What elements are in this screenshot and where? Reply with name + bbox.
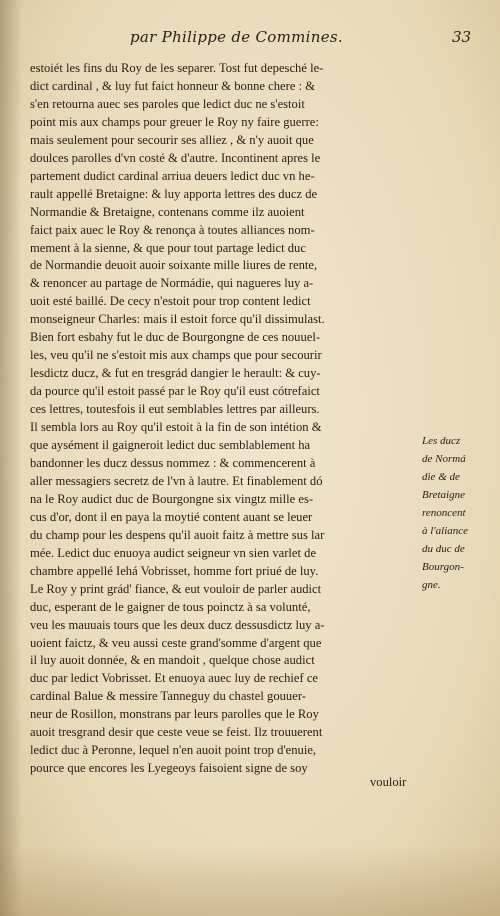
text-line: veu les mauuais tours que les deux ducz dessusdictz luy a- bbox=[30, 617, 325, 632]
text-line: que aysément il gaigneroit ledict duc semblablement ha bbox=[30, 438, 311, 453]
text-line: uoient faictz, & veu aussi ceste grand'somme d'argent que bbox=[30, 635, 322, 650]
text-line: na le Roy audict duc de Bourgongne six vingtz mille es- bbox=[30, 491, 314, 506]
text-line: point mis aux champs pour greuer le Roy ny faire guerre: bbox=[30, 114, 319, 129]
gutter-shadow bbox=[0, 0, 22, 916]
text-line: neur de Rosillon, monstrans par leurs parolles que le Roy bbox=[30, 707, 319, 722]
text-line: pource que encores les Lyegeoys faisoient signe de soy bbox=[30, 761, 308, 776]
text-line: & renoncer au partage de Normádie, qui nagueres luy a- bbox=[30, 276, 314, 291]
running-title: par Philippe de Commines. bbox=[130, 28, 343, 46]
marginal-note-line: de Normá bbox=[422, 453, 466, 465]
text-line: Il sembla lors au Roy qu'il estoit à la fin de son intétion & bbox=[30, 420, 322, 435]
text-line: Bien fort esbahy fut le duc de Bourgongne de ces nouuel- bbox=[30, 330, 321, 345]
body-text bbox=[30, 60, 420, 778]
text-line: les, veu qu'il ne s'estoit mis aux champs que pour secourir bbox=[30, 348, 322, 363]
text-line: mais seulement pour secourir ses alliez , & n'y auoit que bbox=[30, 132, 314, 147]
text-line: da pource qu'il estoit passé par le Roy qu'il eust cótrefaict bbox=[30, 384, 320, 399]
text-line: mement à la sienne, & que pour tout partage ledict duc bbox=[30, 240, 306, 255]
marginal-note bbox=[422, 432, 500, 594]
marginal-note-line: à l'aliance bbox=[422, 525, 469, 537]
page-stain bbox=[0, 846, 500, 916]
text-line: Le Roy y print grád' fiance, & eut vouloir de parler audict bbox=[30, 581, 322, 596]
text-line: bandonner les ducz dessus nommez : & commencerent à bbox=[30, 455, 316, 470]
text-line: de Normandie deuoit auoir soixante mille liures de rente, bbox=[30, 258, 318, 273]
marginal-note-line: renoncent bbox=[422, 507, 466, 519]
text-line: cardinal Balue & messire Tanneguy du chastel gouuer- bbox=[30, 689, 306, 704]
text-line: ledict duc à Peronne, lequel n'en auoit point trop d'enuie, bbox=[30, 743, 317, 758]
text-line: estoiét les fins du Roy de les separer. Tost fut depesché le- bbox=[30, 61, 324, 75]
marginal-note-line: gne. bbox=[422, 579, 441, 591]
text-line: mée. Ledict duc enuoya audict seigneur vn sien varlet de bbox=[30, 545, 317, 560]
text-line: doulces parolles d'vn costé & d'autre. Incontinent apres le bbox=[30, 150, 321, 165]
page-number: 33 bbox=[452, 28, 472, 46]
text-line: cus d'or, dont il en paya la moytié content auant se leuer bbox=[30, 509, 313, 524]
marginal-note-line: Bourgon- bbox=[422, 561, 464, 573]
marginal-note-line: die & de bbox=[422, 471, 460, 483]
text-line: auoit tresgrand desir que ceste veue se feist. Ilz trouuerent bbox=[30, 725, 323, 740]
text-line: aller messagiers secretz de l'vn à lautre. Et finablement dó bbox=[30, 473, 323, 488]
text-line: lesdictz ducz, & fut en tresgrád dangier le herault: & cuy- bbox=[30, 366, 321, 381]
text-line: rault appellé Bretaigne: & luy apporta lettres des ducz de bbox=[30, 186, 318, 201]
marginal-note-line: Bretaigne bbox=[422, 489, 465, 501]
catchword: vouloir bbox=[370, 775, 407, 789]
text-line: dict cardinal , & luy fut faict honneur & bonne chere : & bbox=[30, 78, 316, 93]
marginal-note-line: Les ducz bbox=[422, 435, 461, 447]
text-line: chambre appellé Iehá Vobrisset, homme fort priué de luy. bbox=[30, 563, 319, 578]
text-line: faict paix auec le Roy & renonça à toutes alliances nom- bbox=[30, 222, 315, 237]
text-line: duc par ledict Vobrisset. Et enuoya auec luy de rechief ce bbox=[30, 671, 319, 686]
text-line: Normandie & Bretaigne, contenans comme ilz auoient bbox=[30, 204, 305, 219]
text-line: partement dudict cardinal arriua deuers ledict duc vn he- bbox=[30, 168, 315, 183]
marginal-note-line: du duc de bbox=[422, 543, 465, 555]
text-line: s'en retourna auec ses paroles que ledict duc ne s'estoit bbox=[30, 96, 305, 111]
text-line: uoit esté baillé. De cecy n'estoit pour trop content ledict bbox=[30, 294, 311, 309]
text-line: ces lettres, toutesfois il eut semblables lettres par ailleurs. bbox=[30, 402, 320, 417]
text-line: du champ pour les despens qu'il auoit faitz à mettre sus lar bbox=[30, 527, 325, 542]
text-line: monseigneur Charles: mais il estoit force qu'il dissimulast. bbox=[30, 312, 325, 327]
text-line: il luy auoit donnée, & en mandoit , quelque chose audict bbox=[30, 653, 315, 668]
text-line: duc, esperant de le gaigner de tous poinctz à sa volunté, bbox=[30, 599, 311, 614]
